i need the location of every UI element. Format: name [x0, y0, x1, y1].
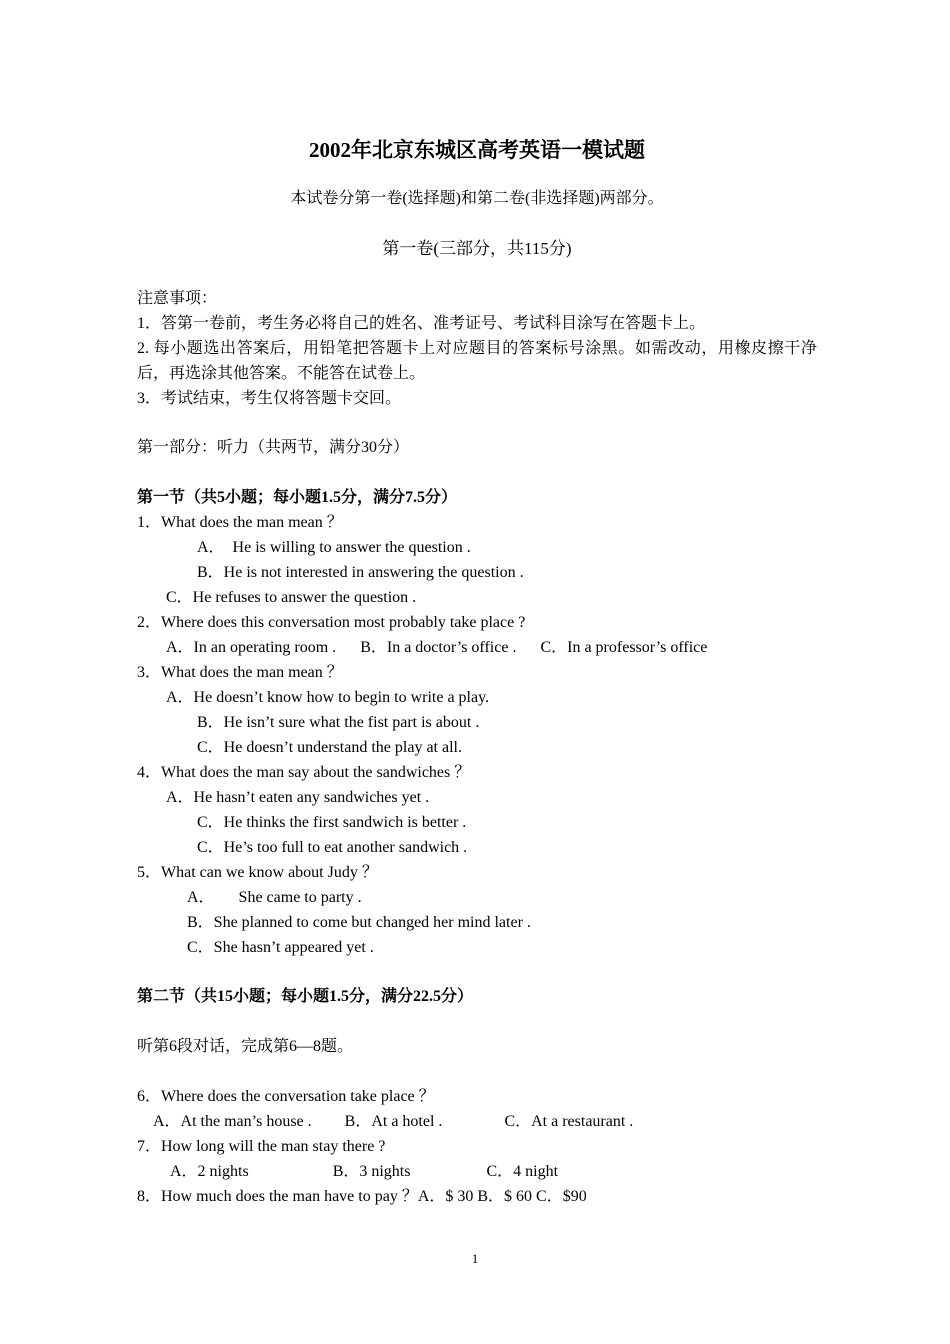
- q5-option-b: B．She planned to come but changed her mind later .: [187, 914, 531, 931]
- q5-option-a: A． She came to party .: [187, 889, 362, 906]
- part1-heading-block: [137, 435, 817, 460]
- page-number: 1: [471, 1251, 479, 1266]
- q2-option-a: A．In an operating room .: [166, 639, 337, 656]
- q1-stem: 1．What does the man mean ？: [137, 514, 343, 531]
- exam-subtitle: 本试卷分第一卷(选择题)和第二卷(非选择题)两部分。: [290, 190, 664, 207]
- section2: [137, 984, 817, 1009]
- section2-instruction-block: [137, 1034, 817, 1059]
- q1-option-b: B．He is not interested in answering the question .: [197, 564, 524, 581]
- q3-option-c: C．He doesn’t understand the play at all.: [197, 739, 462, 756]
- section2-heading: 第二节（共15小题；每小题1.5分，满分22.5分）: [137, 988, 474, 1005]
- q4-option-c: C．He’s too full to eat another sandwich .: [197, 839, 468, 856]
- q3-option-b: B．He isn’t sure what the fist part is about .: [197, 714, 480, 731]
- q6-options: [137, 1109, 817, 1134]
- q7-option-b: B．3 nights: [332, 1163, 411, 1180]
- q4-stem: 4．What does the man say about the sandwiches ？: [137, 764, 471, 781]
- section1-heading: 第一节（共5小题；每小题1.5分，满分7.5分）: [137, 489, 458, 506]
- q7-stem: 7．How long will the man stay there ?: [137, 1138, 386, 1155]
- q6-option-c: C．At a restaurant .: [504, 1113, 634, 1130]
- q2-options: [137, 635, 817, 660]
- section1: [137, 485, 817, 960]
- notes-item-2: 2. 每小题选出答案后，用铅笔把答题卡上对应题目的答案标号涂黑。如需改动，用橡皮擦干净后，再选涂其他答案。不能答在试卷上。: [137, 340, 817, 382]
- section2-instruction: 听第6段对话，完成第6—8题。: [137, 1038, 354, 1055]
- q2-option-c: C．In a professor’s office: [540, 639, 708, 656]
- q6-stem: 6．Where does the conversation take place ？: [137, 1088, 435, 1105]
- q2-option-b: B．In a doctor’s office .: [360, 639, 517, 656]
- notes-block: [137, 286, 817, 411]
- q4-option-a: A．He hasn’t eaten any sandwiches yet .: [166, 789, 430, 806]
- section2-questions: [137, 1084, 817, 1209]
- notes-item-3: 3．考试结束，考生仅将答题卡交回。: [137, 390, 402, 407]
- q1-option-a: A． He is willing to answer the question .: [197, 539, 471, 556]
- volume-heading: 第一卷(三部分，共115分): [382, 239, 572, 258]
- q6-option-b: B．At a hotel .: [344, 1113, 443, 1130]
- q3-option-a: A．He doesn’t know how to begin to write a play.: [166, 689, 490, 706]
- q8-stem: 8．How much does the man have to pay ？A．$ 30 B．$ 60 C．$90: [137, 1188, 587, 1205]
- q5-option-c: C．She hasn’t appeared yet .: [187, 939, 374, 956]
- part1-heading: 第一部分：听力（共两节，满分30分）: [137, 439, 410, 456]
- notes-heading: 注意事项：: [137, 290, 218, 307]
- q3-stem: 3．What does the man mean ？: [137, 664, 343, 681]
- q6-option-a: A．At the man’s house .: [153, 1113, 312, 1130]
- exam-title: 2002年北京东城区高考英语一模试题: [309, 138, 645, 162]
- q2-stem: 2．Where does this conversation most probably take place ?: [137, 614, 526, 631]
- q7-option-c: C．4 night: [486, 1163, 559, 1180]
- q1-option-c: C．He refuses to answer the question .: [166, 589, 417, 606]
- q7-options: [137, 1159, 817, 1184]
- q7-option-a: A．2 nights: [170, 1163, 249, 1180]
- q4-option-b: C．He thinks the first sandwich is better .: [197, 814, 467, 831]
- notes-item-1: 1．答第一卷前，考生务必将自己的姓名、准考证号、考试科目涂写在答题卡上。: [137, 315, 706, 332]
- q5-stem: 5．What can we know about Judy ？: [137, 864, 378, 881]
